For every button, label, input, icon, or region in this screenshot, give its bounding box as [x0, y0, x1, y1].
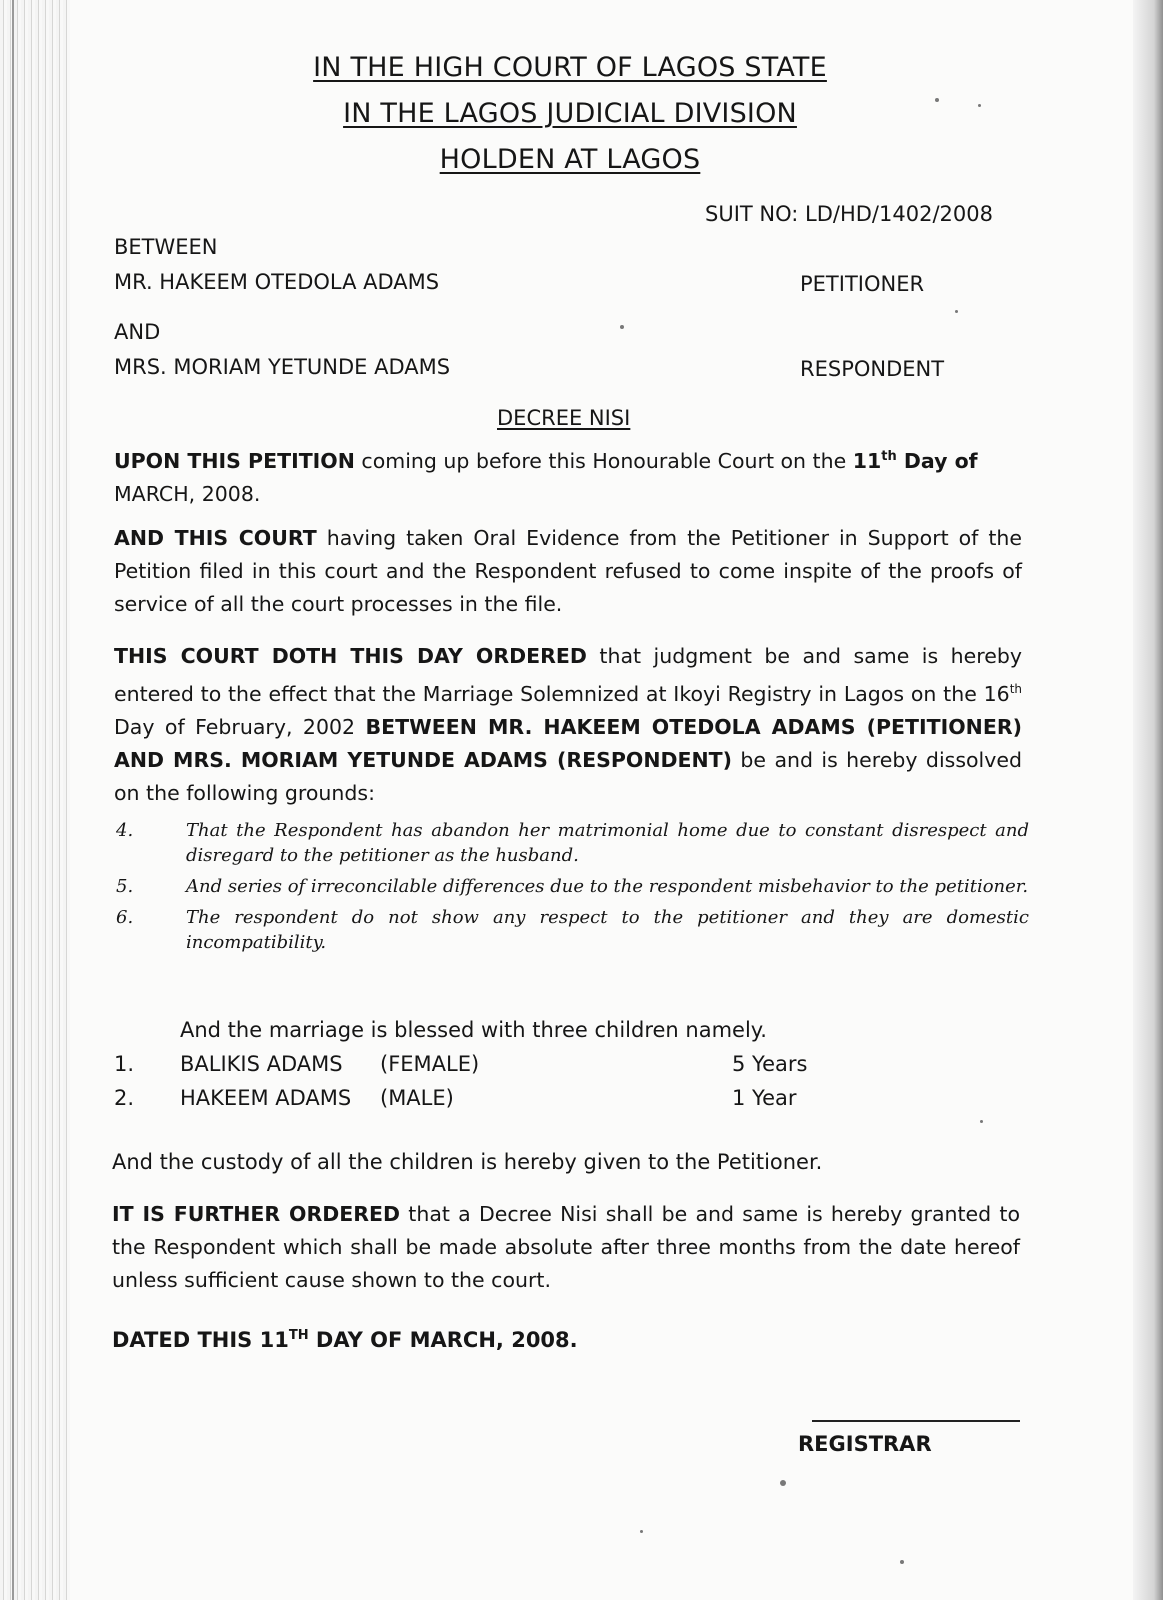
- child-sex: (FEMALE): [380, 1052, 480, 1076]
- signature-line: [812, 1420, 1020, 1422]
- speck: [980, 1120, 983, 1123]
- scan-edge-line: [12, 0, 14, 1600]
- paragraph-evidence: [114, 522, 1022, 621]
- evidence-lead: AND THIS COURT: [114, 526, 317, 550]
- order-text-b: Day of February, 2002: [114, 714, 366, 739]
- suit-number: SUIT NO: LD/HD/1402/2008: [705, 202, 993, 226]
- speck: [620, 325, 624, 329]
- registrar-label: REGISTRAR: [798, 1432, 932, 1456]
- custody-statement: And the custody of all the children is hereby given to the Petitioner.: [112, 1150, 823, 1174]
- petition-day-rest: Day of: [896, 448, 978, 473]
- ground-text: And series of irreconcilable differences due to the respondent misbehavior to the petitioner.: [186, 876, 1029, 897]
- paragraph-petition: [114, 440, 1022, 511]
- order-text-c: be and is hereby dissolved on the following grounds:: [114, 747, 1022, 805]
- petitioner-name: MR. HAKEEM OTEDOLA ADAMS: [114, 270, 440, 294]
- ground-item: [114, 874, 1029, 899]
- dated-line: [112, 1328, 578, 1352]
- ground-item: [114, 905, 1029, 955]
- court-heading-line-3: HOLDEN AT LAGOS: [439, 144, 701, 175]
- scan-edge-right: [1133, 0, 1163, 1600]
- order-text-a: that judgment be and same is hereby entered to the effect that the Marriage Solemnized at Ikoyi Registry in Lagos on the 16: [114, 644, 1022, 706]
- grounds-list: [114, 818, 1029, 961]
- child-number: 2.: [114, 1086, 135, 1110]
- petition-lead: UPON THIS PETITION: [114, 448, 355, 473]
- ground-item: [114, 818, 1029, 868]
- paragraph-further-order: [112, 1198, 1020, 1297]
- and-label: AND: [114, 320, 161, 344]
- court-heading-line-1: IN THE HIGH COURT OF LAGOS STATE: [313, 52, 827, 83]
- decree-title: DECREE NISI: [497, 406, 631, 430]
- further-lead: IT IS FURTHER ORDERED: [112, 1202, 401, 1226]
- ground-number: 6.: [116, 907, 134, 928]
- dated-suffix: TH: [288, 1328, 309, 1343]
- child-age: 1 Year: [732, 1086, 797, 1110]
- speck: [900, 1560, 904, 1564]
- petition-day: 11: [852, 448, 882, 473]
- order-parties: BETWEEN MR. HAKEEM OTEDOLA ADAMS (PETITIONER) AND MRS. MORIAM YETUNDE ADAMS (RESPONDENT): [114, 714, 1022, 772]
- child-name: HAKEEM ADAMS: [180, 1086, 352, 1110]
- child-sex: (MALE): [380, 1086, 454, 1110]
- order-lead: THIS COURT DOTH THIS DAY ORDERED: [114, 644, 587, 668]
- dated-pre: DATED THIS 11: [112, 1328, 289, 1352]
- child-age: 5 Years: [732, 1052, 808, 1076]
- petition-text: coming up before this Honourable Court on the: [354, 448, 853, 473]
- speck: [955, 310, 958, 313]
- respondent-name: MRS. MORIAM YETUNDE ADAMS: [114, 355, 451, 379]
- speck: [780, 1480, 786, 1486]
- further-text: that a Decree Nisi shall be and same is hereby granted to the Respondent which shall be made absolute after three months from the date hereof unless sufficient cause shown to the court.: [112, 1202, 1020, 1292]
- speck: [640, 1530, 643, 1533]
- evidence-text: having taken Oral Evidence from the Petitioner in Support of the Petition filed in this court and the Respondent refused to come inspite of the proofs of service of all the court processes in the file.: [114, 526, 1023, 616]
- petition-day-suffix: th: [881, 449, 897, 464]
- ground-number: 4.: [116, 820, 134, 841]
- children-intro: And the marriage is blessed with three children namely.: [180, 1018, 767, 1042]
- child-name: BALIKIS ADAMS: [180, 1052, 343, 1076]
- ground-text: That the Respondent has abandon her matrimonial home due to constant disrespect and disregard to the petitioner as the husband.: [186, 820, 1029, 866]
- respondent-role: RESPONDENT: [800, 357, 945, 381]
- ground-text: The respondent do not show any respect to the petitioner and they are domestic incompatibility.: [186, 907, 1029, 953]
- court-heading-line-2: IN THE LAGOS JUDICIAL DIVISION: [343, 98, 797, 129]
- dated-post: DAY OF MARCH, 2008.: [308, 1328, 578, 1352]
- order-day-suffix: th: [1009, 682, 1022, 696]
- child-number: 1.: [114, 1052, 135, 1076]
- scan-edge-left: [0, 0, 70, 1600]
- petitioner-role: PETITIONER: [800, 272, 925, 296]
- ground-number: 5.: [116, 876, 134, 897]
- petition-date: MARCH, 2008.: [114, 481, 261, 506]
- between-label: BETWEEN: [114, 235, 218, 259]
- paragraph-order: [114, 640, 1022, 810]
